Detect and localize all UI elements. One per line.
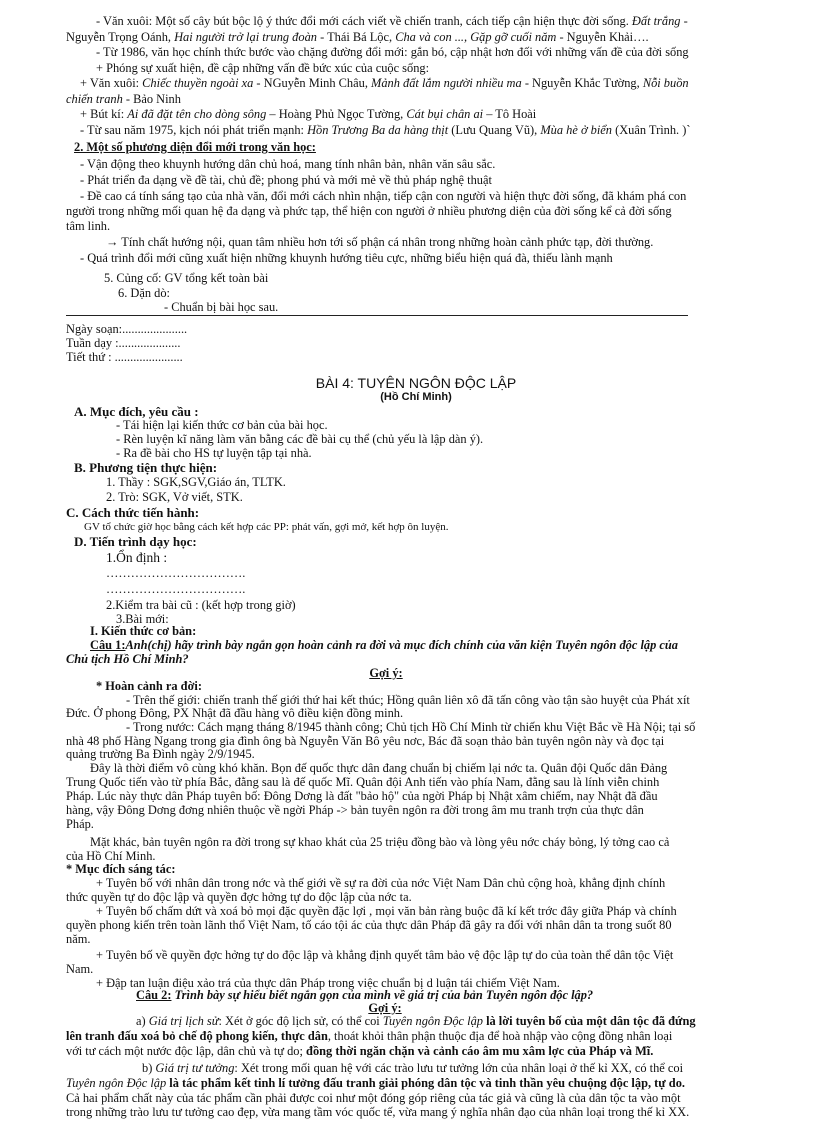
step-3: 3.Bài mới:	[116, 612, 169, 626]
text-line: a) Giá trị lịch sử: Xét ở góc độ lịch sử, có thể coi Tuyên ngôn Độc lập là lời tuyên bố của một dân tộc đã đứng	[136, 1014, 696, 1028]
section-heading: 2. Một số phương diện đổi mới trong văn học:	[74, 140, 316, 154]
lesson-title: BÀI 4: TUYÊN NGÔN ĐỘC LẬP	[315, 375, 517, 391]
section-i-heading: I. Kiến thức cơ bản:	[90, 624, 197, 638]
text-line: Đây là thời điểm vô cùng khó khăn. Bọn đế quốc thực dân đang chuẩn bị chiếm lại nớc ta. Quân đội Quốc dân Đảng	[90, 761, 668, 775]
text-line: Nam.	[66, 962, 94, 976]
text-line: + Văn xuôi: Chiếc thuyền ngoài xa - NGuyễn Minh Châu, Mảnh đất lắm người nhiều ma - Nguyễn Khắc Tường, Nỗi buồn	[80, 76, 689, 90]
homework-line: 6. Dặn dò:	[118, 286, 170, 300]
text-line: hàng, vậy Đông Dơng đơng nhiên thuộc về ngời Pháp -> bản tuyên ngôn ra đời trong âm mu tranh trợn của thực dân	[66, 803, 644, 817]
text-line: → Tính chất hướng nội, quan tâm nhiều hơn tới số phận cá nhân trong những hoàn cảnh phức tạp, đời thường.	[106, 235, 654, 249]
section-a-heading: A. Mục đích, yêu cầu :	[74, 404, 199, 419]
context-heading: * Hoàn cảnh ra đời:	[96, 679, 202, 693]
text-line: - Trong nước: Cách mạng tháng 8/1945 thành công; Chủ tịch Hồ Chí Minh từ chiến khu Việt Bắc về Hà Nội; tại số	[126, 720, 696, 734]
homework-item: - Chuẩn bị bài học sau.	[164, 300, 279, 314]
teach-week: Tuần dạy :....................	[66, 336, 181, 350]
text-line: Đức. Ở phong Đông, PX Nhật đã đầu hàng vô điều kiện đồng minh.	[66, 706, 404, 720]
text-line: + Tuyên bố với nhân dân trong nớc và thế giới về sự ra đời của nớc Việt Nam Dân chủ cộng hoà, khẳng định chính	[96, 876, 666, 890]
dots-line: …………………………….	[106, 582, 246, 596]
text-line: + Bút kí: Ai đã đặt tên cho dòng sông – Hoàng Phủ Ngọc Tường, Cát bụi chân ai – Tô Hoài	[80, 107, 537, 121]
text-line: + Tuyên bố chấm dứt và xoá bỏ mọi đặc quyền đặc lợi , mọi văn bản ràng buộc đã kí kết trớc đây giữa Pháp và chính	[96, 904, 677, 918]
text-line: - Từ 1986, văn học chính thức bước vào chặng đường đổi mới: gắn bó, cập nhật hơn đối với những vấn đề của đời sống	[96, 45, 689, 59]
text-line: - Vận động theo khuynh hướng dân chủ hoá, mang tính nhân bản, nhân văn sâu sắc.	[80, 157, 496, 171]
text-line: quảng trường Ba Đình ngày 2/9/1945.	[66, 747, 255, 761]
step-1: 1.Ổn định :	[106, 550, 168, 565]
method-text: GV tổ chức giờ học bằng cách kết hợp các PP: phát vấn, gợi mở, kết hợp ôn luyện.	[84, 521, 449, 533]
text-line: lên tranh đấu xoá bỏ chế độ phong kiến, thực dân, thoát khỏi thân phận thuộc địa để hoà nhập vào cộng đồng nhân loại	[66, 1029, 673, 1043]
text-line: của Hồ Chí Minh.	[66, 849, 156, 863]
text-line: Tuyên ngôn Độc lập là tác phẩm kết tinh lí tưởng đấu tranh giải phóng dân tộc và tinh thần yêu chuộng độc lập, tự do.	[66, 1076, 685, 1090]
text-line: - Đề cao cá tính sáng tạo của nhà văn, đổi mới cách nhìn nhận, tiếp cận con người và hiện thực đời sống, đã khám phá con	[80, 189, 687, 203]
text-line: Cả hai phẩm chất này của tác phẩm cần phải được coi như một đóng góp riêng của tác giả và cũng là của dân tộc ta vào một	[66, 1091, 681, 1105]
section-b-heading: B. Phương tiện thực hiện:	[74, 460, 218, 475]
text-line: + Tuyên bố về quyền đợc hởng tự do độc lập và khẳng định quyết tâm bảo vệ độc lập tự do của toàn thể dân tộc Việt	[96, 948, 674, 962]
text-line: Pháp. Lúc này thực dân Pháp tuyên bố: Đông Dơng là đất "bảo hộ" của ngời Pháp bị Nhật xâm chiếm, nay Nhật đã đầu	[66, 789, 658, 803]
text-line: - Trên thế giới: chiến tranh thế giới thứ hai kết thúc; Hồng quân liên xô đã tấn công vào tận sào huyệt của Phát xít	[126, 693, 690, 707]
period: Tiết thứ : ......................	[66, 350, 183, 364]
lesson-subtitle: (Hồ Chí Minh)	[380, 391, 452, 403]
text-line: thức quyền tự do độc lập và quyền đợc hởng tự do độc lập của nớc ta.	[66, 890, 412, 904]
text-line: - Quá trình đổi mới cũng xuất hiện những khuynh hướng tiêu cực, những biểu hiện quá đà, thiếu lành mạnh	[80, 251, 613, 265]
text-line: nhà 48 phố Hàng Ngang trong gia đình ông bà Nguyễn Văn Bô yêu nơc, Bác đã soạn thảo bản tuyên ngôn này và đọc tại	[66, 734, 665, 748]
list-item: - Rèn luyện kĩ năng làm văn bằng các đề bài cụ thể (chủ yếu là lập dàn ý).	[116, 432, 484, 446]
hint-heading-2: Gợi ý:	[368, 1001, 402, 1015]
list-item: - Tái hiện lại kiến thức cơ bản của bài học.	[116, 418, 328, 432]
text-line: người trong những mối quan hệ đa dạng và phức tạp, thể hiện con người ở nhiều phương diện của đời sống kể cả đời sống	[66, 204, 672, 218]
purpose-heading: * Mục đích sáng tác:	[66, 862, 176, 876]
list-item: 2. Trò: SGK, Vở viết, STK.	[106, 490, 243, 504]
text-line: - Từ sau năm 1975, kịch nói phát triển mạnh: Hồn Trương Ba da hàng thịt (Lưu Quang Vũ), Mùa hè ở biển (Xuân Trình. )`	[80, 123, 691, 137]
section-c-heading: C. Cách thức tiến hành:	[66, 505, 200, 520]
step-2: 2.Kiểm tra bài cũ : (kết hợp trong giờ)	[106, 598, 296, 612]
text-line: với tư cách một nước độc lập, dân chủ và tự do; đồng thời ngăn chặn và cảnh cáo âm mu xâm lợc của Pháp và Mĩ.	[66, 1044, 654, 1058]
question-1-cont: Chủ tịch Hồ Chí Minh?	[66, 652, 189, 666]
list-item: 1. Thầy : SGK,SGV,Giáo án, TLTK.	[106, 475, 286, 489]
text-line: - Văn xuôi: Một số cây bút bộc lộ ý thức đổi mới cách viết về chiến tranh, cách tiếp cận hiện thực đời sống. Đất trắng -	[96, 14, 688, 28]
text-line: + Đập tan luận điệu xảo trá của thực dân Pháp trong việc chuẩn bị d luận tái chiếm Việt Nam.	[96, 976, 560, 990]
question-2: Câu 2: Trình bày sự hiểu biết ngắn gọn của mình về giá trị của bản Tuyên ngôn độc lập?	[136, 988, 594, 1002]
text-line: Trung Quốc tiến vào từ phía Bắc, đằng sau là đế quốc Mĩ. Quân đội Anh tiến vào phía Nam, đằng sau là lính viễn chinh	[66, 775, 660, 789]
compose-date: Ngày soạn:.....................	[66, 322, 188, 336]
list-item: - Ra đề bài cho HS tự luyện tập tại nhà.	[116, 446, 312, 460]
consolidate-line: 5. Củng cố: GV tổng kết toàn bài	[104, 271, 269, 285]
text-line: chiến tranh - Bảo Ninh	[66, 92, 181, 106]
text-line: - Phát triển đa dạng về đề tài, chủ đề; phong phú và mới mẻ về thủ pháp nghệ thuật	[80, 173, 492, 187]
divider	[66, 315, 688, 316]
text-line: Pháp.	[66, 817, 94, 831]
text-line: năm.	[66, 932, 91, 946]
text-line: tâm linh.	[66, 219, 111, 233]
section-d-heading: D. Tiến trình dạy học:	[74, 534, 197, 549]
text-line: b) Giá trị tư tưởng: Xét trong mối quan hệ với các trào lưu tư tưởng lớn của nhân loại ở thế kỉ XX, có thể coi	[142, 1061, 684, 1075]
text-line: quyền phong kiến trên toàn lãnh thổ Việt Nam, tố cáo tội ác của thực dân Pháp đã gây ra đối với nhân dân ta trong suốt 80	[66, 918, 672, 932]
dots-line: …………………………….	[106, 566, 246, 580]
text-line: Mặt khác, bản tuyên ngôn ra đời trong sự khao khát của 25 triệu đồng bào và lòng yêu nớc cháy bỏng, lý tởng cao cả	[90, 835, 670, 849]
question-1: Câu 1:Anh(chị) hãy trình bày ngắn gọn hoàn cảnh ra đời và mục đích chính của văn kiện Tuyên ngôn độc lập của	[90, 638, 678, 652]
text-line: trong những trào lưu tư tưởng cao đẹp, vừa mang tầm vóc quốc tế, vừa mang ý nghĩa nhân đạo của nhân loại trong thế kỉ XX.	[66, 1105, 690, 1119]
hint-heading: Gợi ý:	[369, 666, 403, 680]
text-line: Nguyễn Trọng Oánh, Hai người trở lại trung đoàn - Thái Bá Lộc, Cha và con ..., Gặp gỡ cuối năm - Nguyễn Khải….	[66, 30, 649, 44]
text-line: + Phóng sự xuất hiện, đề cập những vấn đề bức xúc của cuộc sống:	[96, 61, 430, 75]
